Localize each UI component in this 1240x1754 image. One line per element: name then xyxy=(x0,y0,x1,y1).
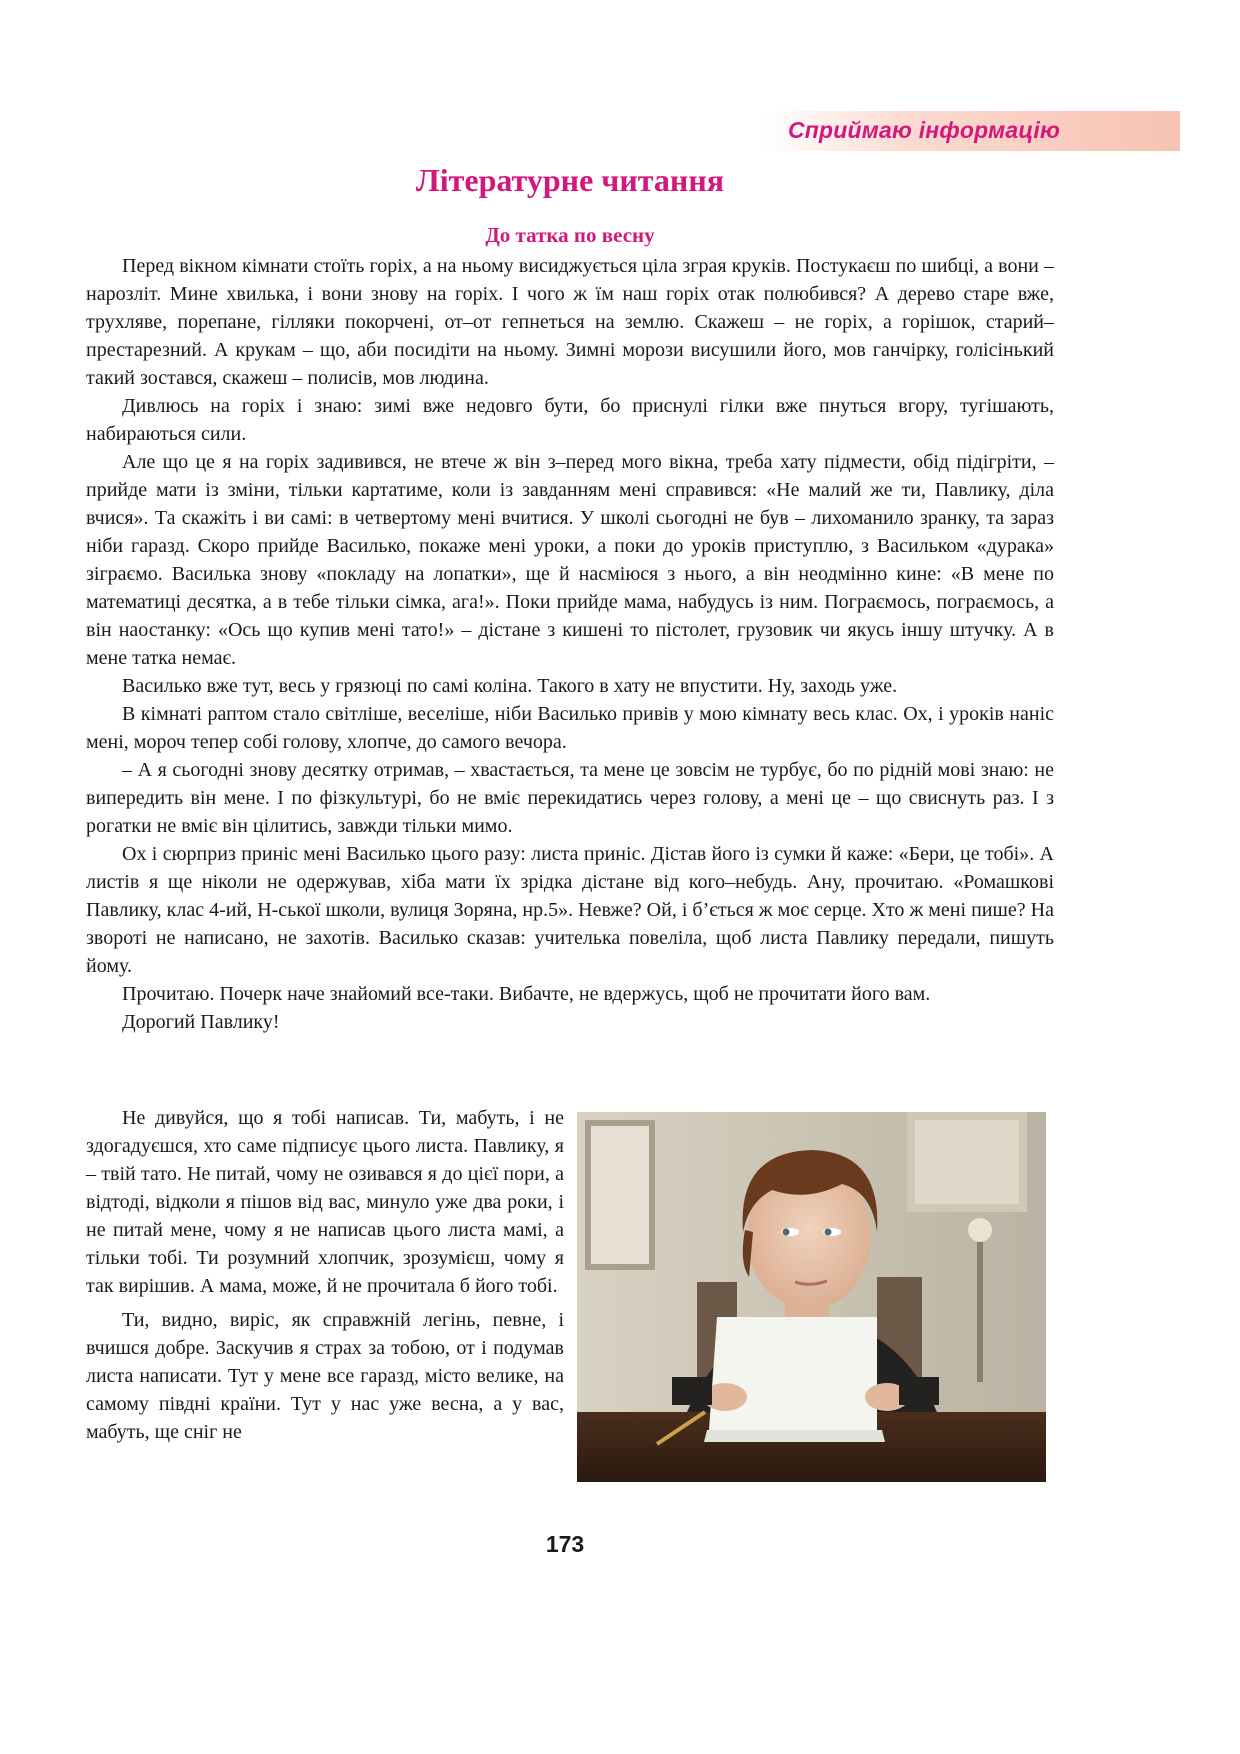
story-paragraph: Але що це я на горіх задивився, не втече ж він з–перед мого вікна, треба хату підмести, обід підігріти, – прийде мати із зміни, тільки картатиме, коли із завданням мені справився: «Не малий же ти, Павлику, діла вчися». Та скажіть і ви самі: в четвертому мені вчитися. У школі сьогодні не був – лихоманило зранку, та зараз ніби гаразд. Скоро прийде Василько, покаже мені уроки, а поки до уроків приступлю, з Васильком «дурака» зіграємо. Василька знову «покладу на лопатки», ще й насміюся з нього, а він неодмінно кине: «В мене по математиці десятка, а в тебе тільки сімка, ага!». Поки прийде мама, набудусь із ним. Пограємось, пограємось, а він наостанку: «Ось що купив мені тато!» – дістане з кишені то пістолет, грузовик чи якусь іншу штучку. А в мене татка немає. xyxy=(86,451,1054,669)
letter-paragraph: Ти, видно, виріс, як справжній легінь, певне, і вчишся добре. Заскучив я страх за тобою, от і подумав листа написати. Тут у мене все гаразд, місто велике, на самому півдні країни. Тут у нас уже весна, а у вас, мабуть, ще сніг не xyxy=(86,1309,564,1443)
letter-body xyxy=(86,1104,564,1446)
story-paragraph: Ох і сюрприз приніс мені Василько цього разу: листа приніс. Дістав його із сумки й каже: «Бери, це тобі». А листів я ще ніколи не одержував, хіба мати їх зрідка дістане від кого–небудь. Ану, прочитаю. «Ромашкові Павлику, клас 4-ий, Н-ської школи, вулиця Зоряна, нр.5». Невже? Ой, і б’ється ж моє серце. Хто ж мені пише? На звороті не написано, не захотів. Василько сказав: учителька повеліла, щоб листа Павлику передали, пишуть йому. xyxy=(86,843,1054,977)
page-title: Літературне читання xyxy=(415,162,725,198)
story-paragraph: Прочитаю. Почерк наче знайомий все-таки. Вибачте, не вдержусь, щоб не прочитати його вам. xyxy=(122,983,931,1005)
story-paragraph: Перед вікном кімнати стоїть горіх, а на ньому висиджується ціла зграя круків. Постукаєш по шибці, а вони – нарозліт. Мине хвилька, і вони знову на горіх. І чого ж їм наш горіх отак полюбився? А дерево старе вже, трухляве, порепане, гілляки покорчені, от–от гепнеться на землю. Скажеш – не горіх, а горішок, старий–престарезний. А крукам – що, аби посидіти на ньому. Зимні морози висушили його, мов ганчірку, голісінький такий зостався, скажеш – полисів, мов людина. xyxy=(86,255,1054,389)
story-paragraph: В кімнаті раптом стало світліше, веселіше, ніби Василько привів у мою кімнату весь клас. Ох, і уроків наніс мені, мороч тепер собі голову, хлопче, до самого вечора. xyxy=(86,703,1054,753)
story-paragraph: – А я сьогодні знову десятку отримав, – хвастається, та мене це зовсім не турбує, бо по рідній мові знаю: не випередить він мене. І по фізкультурі, бо не вміє перекидатись через голову, а мені це – що свиснуть раз. І з рогатки не вміє він цілитись, завжди тільки мимо. xyxy=(86,759,1054,837)
story-paragraph: Василько вже тут, весь у грязюці по самі коліна. Такого в хату не впустити. Ну, заходь уже. xyxy=(122,675,898,697)
letter-greeting: Дорогий Павлику! xyxy=(122,1011,280,1033)
story-title: До татка по весну xyxy=(485,223,655,247)
letter-paragraph: Не дивуйся, що я тобі написав. Ти, мабуть, і не здогадуєшся, хто саме підписує цього листа. Павлику, я – твій тато. Не питай, чому не озивався я до цієї пори, а відтоді, відколи я пішов від вас, минуло уже два роки, і не питай мене, чому я не написав цього листа мамі, а тільки тобі. Ти розумний хлопчик, зрозумієш, чому я так вирішив. А мама, може, й не прочитала б його тобі. xyxy=(86,1107,564,1297)
boy-holding-letter-photo xyxy=(577,1112,1046,1482)
page-number: 173 xyxy=(545,1531,585,1557)
story-paragraph: Дивлюсь на горіх і знаю: зимі вже недовго бути, бо приснулі гілки вже пнуться вгору, тугішають, набираються сили. xyxy=(86,395,1054,445)
section-label: Сприймаю інформацію xyxy=(788,117,1061,143)
story-body xyxy=(86,252,1054,1036)
